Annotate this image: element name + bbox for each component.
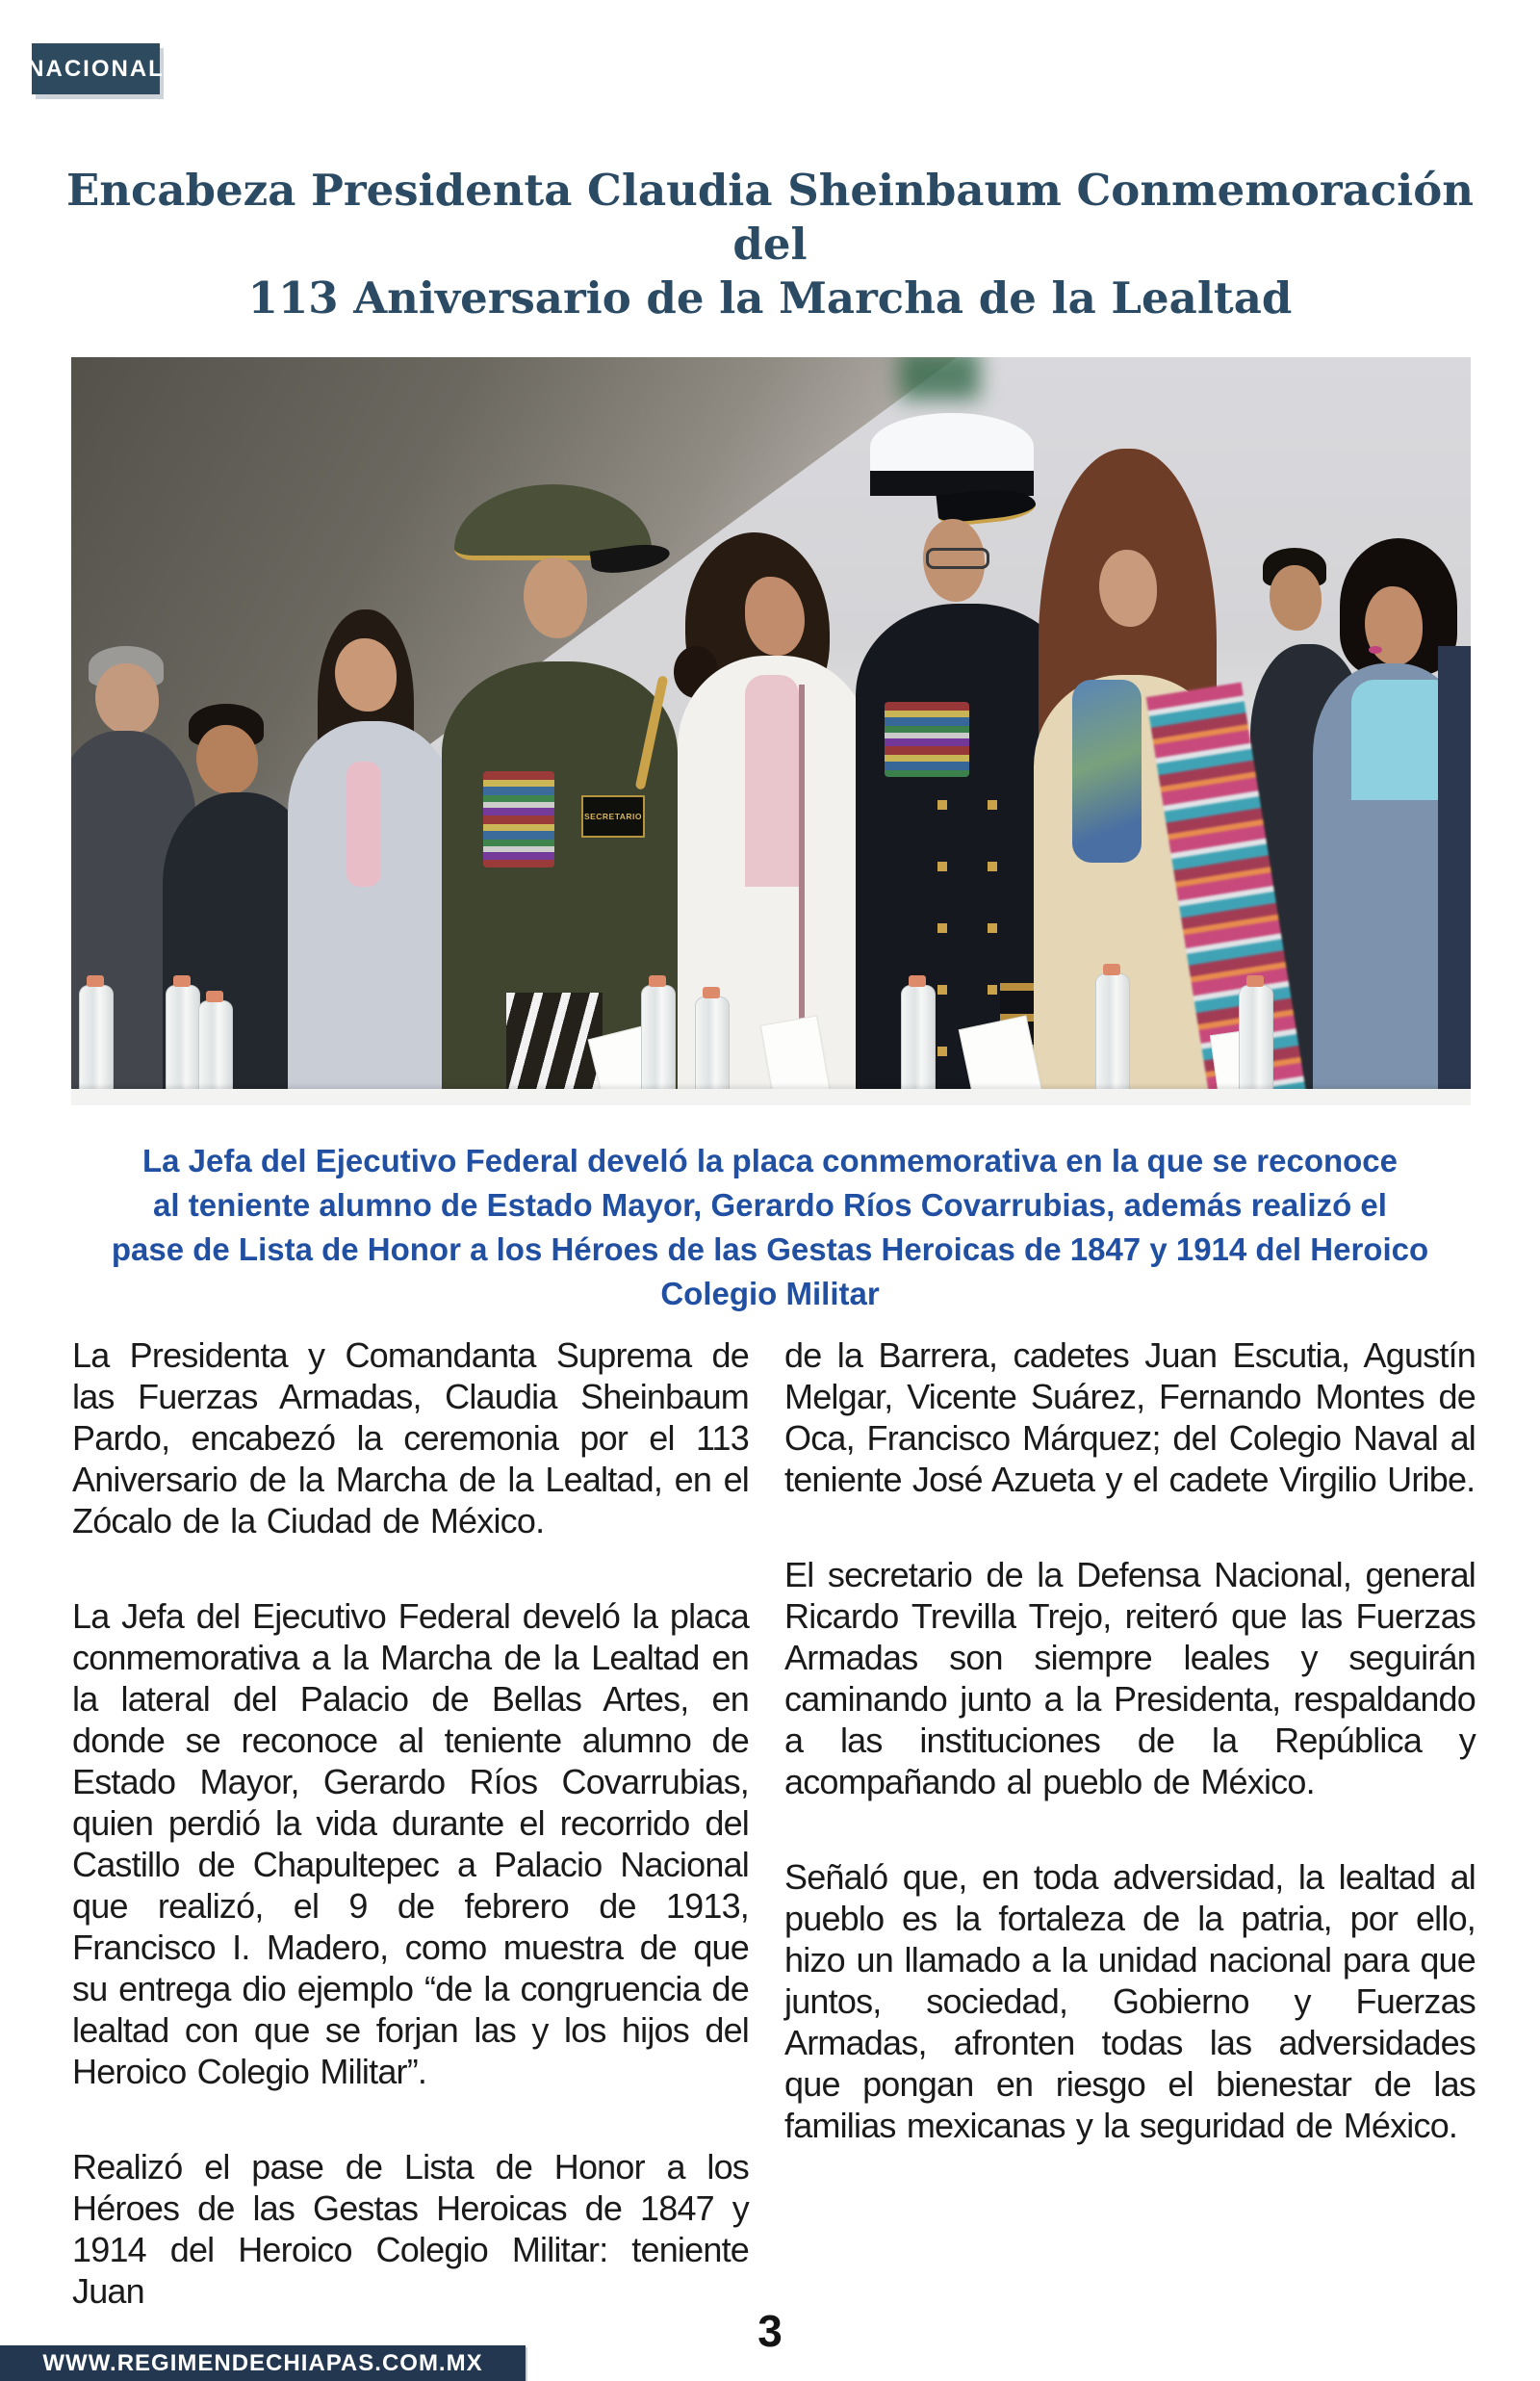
- caption-line: al teniente alumno de Estado Mayor, Gerardo Ríos Covarrubias, además realizó el: [153, 1187, 1387, 1223]
- banner-green-logo: [899, 357, 980, 400]
- water-bottle: [1095, 973, 1130, 1095]
- naval-medal-ribbons: [885, 702, 969, 777]
- body-paragraph: de la Barrera, cadetes Juan Escutia, Agustín Melgar, Vicente Suárez, Fernando Montes de Oca, Francisco Márquez; del Colegio Naval al teniente José Azueta y el cadete Virgilio Uribe.: [784, 1335, 1476, 1499]
- body-paragraph: Realizó el pase de Lista de Honor a los Héroes de las Gestas Heroicas de 1847 y 1914 del Heroico Colegio Militar: teniente Juan: [72, 2147, 749, 2311]
- photo-caption: [82, 1139, 1458, 1316]
- body-paragraph: La Presidenta y Comandanta Suprema de las Fuerzas Armadas, Claudia Sheinbaum Pardo, encabezó la ceremonia por el 113 Aniversario de la Marcha de la Lealtad, en el Zócalo de la Ciudad de México.: [72, 1335, 749, 1540]
- water-bottle: [901, 985, 936, 1095]
- caption-line: La Jefa del Ejecutivo Federal develó la placa conmemorativa en la que se reconoce: [141, 1143, 1399, 1178]
- page-number: 3: [757, 2306, 783, 2356]
- article-title: [58, 164, 1482, 325]
- body-paragraph: La Jefa del Ejecutivo Federal develó la placa conmemorativa a la Marcha de la Lealtad en la lateral del Palacio de Bellas Artes, en donde se reconoce al teniente alumno de Estado Mayor, Gerardo Ríos Covarrubias, quien perdió la vida durante el recorrido del Castillo de Chapultepec a Palacio Nacional que realizó, el 9 de febrero de 1913, Francisco I. Madero, como muestra de que su entrega dio ejemplo “de la congruencia de lealtad con que se forjan las y los hijos del Heroico Colegio Militar”.: [72, 1596, 749, 2091]
- right-edge-navy-suit: [1438, 646, 1471, 1105]
- general-medal-ribbons: [483, 771, 554, 867]
- website-url: WWW.REGIMENDECHIAPAS.COM.MX: [42, 2349, 483, 2376]
- water-bottle: [198, 1000, 233, 1097]
- water-bottle: [695, 996, 730, 1095]
- presidenta-pink-blouse: [745, 675, 799, 887]
- photo-person-left-man: [95, 663, 159, 735]
- body-column-right: [784, 1334, 1476, 2312]
- article-title-line-2: 113 Aniversario de la Marcha de la Lealtad: [247, 272, 1293, 324]
- uniform-patch: SECRETARIO: [581, 795, 645, 838]
- table-edge: [71, 1089, 1471, 1105]
- body-paragraph: Señaló que, en toda adversidad, la lealtad al pueblo es la fortaleza de la patria, por ello, hizo un llamado a la unidad nacional para que juntos, sociedad, Gobierno y Fuerzas Armadas, afronten todas las adversidades que pongan en riesgo el bienestar de las familias mexicanas y la seguridad de México.: [784, 1857, 1476, 2145]
- water-bottle: [1239, 985, 1273, 1095]
- caption-line: Colegio Militar: [660, 1276, 880, 1311]
- caption-line: pase de Lista de Honor a los Héroes de las Gestas Heroicas de 1847 y 1914 del Heroico: [111, 1231, 1429, 1267]
- naval-gold-buttons: [937, 800, 947, 1070]
- auburn-woman-blue-scarf: [1072, 680, 1142, 863]
- article-title-line-1: Encabeza Presidenta Claudia Sheinbaum Conmemoración del: [65, 165, 1475, 270]
- section-badge: [27, 43, 165, 94]
- photo-person-army-general: [524, 557, 587, 638]
- body-column-left: [72, 1334, 749, 2312]
- right-woman-lips: [1369, 646, 1382, 654]
- water-bottle: [641, 985, 676, 1095]
- photo-person-background-man: [1270, 565, 1322, 631]
- water-bottle: [166, 985, 200, 1095]
- ceremony-photo: [71, 357, 1471, 1105]
- pink-scarf: [346, 762, 381, 887]
- photo-person-woman-pink-scarf: [335, 638, 397, 712]
- water-bottle: [79, 985, 114, 1095]
- article-body: [72, 1334, 1476, 2312]
- footer-bar: [0, 2345, 526, 2381]
- section-badge-label: NACIONAL: [27, 55, 165, 82]
- naval-officer-glasses: [926, 548, 989, 569]
- photo-person-suit-man: [196, 725, 258, 794]
- body-paragraph: El secretario de la Defensa Nacional, general Ricardo Trevilla Trejo, reiteró que las Fuerzas Armadas son siempre leales y seguirán caminando junto a la Presidenta, respaldando a las instituciones de la República y acompañando al pueblo de México.: [784, 1555, 1476, 1801]
- photo-person-auburn-woman: [1099, 550, 1157, 627]
